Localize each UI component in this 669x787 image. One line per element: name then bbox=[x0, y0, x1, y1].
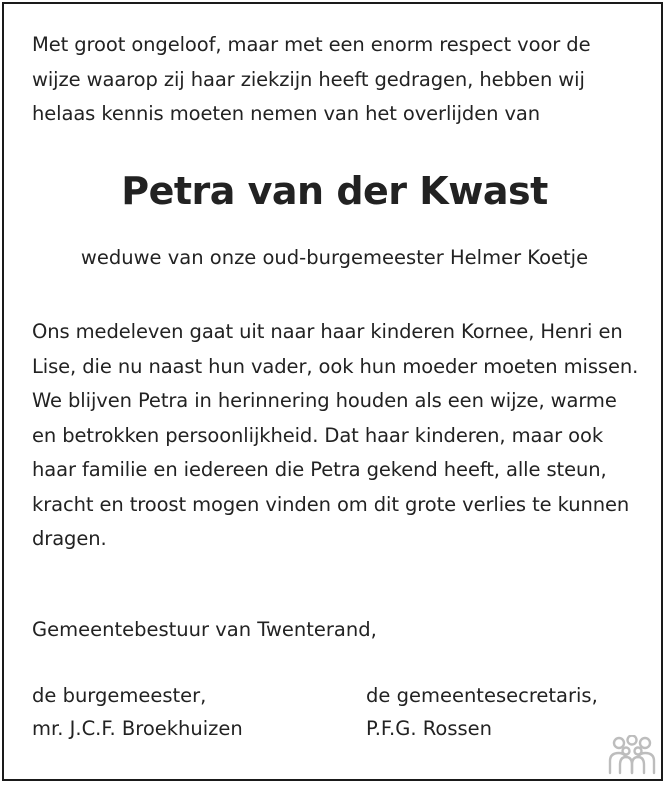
signatory-role: de burgemeester, bbox=[32, 684, 207, 707]
intro-paragraph: Met groot ongeloof, maar met een enorm respect voor de wijze waarop zij haar ziekzijn heeft gedragen, hebben wij helaas kennis moeten nemen van het overlijden van bbox=[32, 33, 591, 125]
signatory-name: P.F.G. Rossen bbox=[366, 717, 492, 740]
deceased-subtitle: weduwe van onze oud-burgemeester Helmer Koetje bbox=[80, 246, 589, 269]
signatory-mayor bbox=[32, 679, 243, 745]
people-group-icon bbox=[606, 735, 658, 775]
signatory-secretary bbox=[366, 679, 598, 745]
organization-name: Gemeentebestuur van Twenterand, bbox=[32, 618, 377, 641]
signatory-name: mr. J.C.F. Broekhuizen bbox=[32, 717, 243, 740]
condolence-paragraph: Ons medeleven gaat uit naar haar kinderen Kornee, Henri en Lise, die nu naast hun vader, ook hun moeder moeten missen. We blijven Petra in herinnering houden als een wijze, warme en betrokken persoonlijkheid. Dat haar kinderen, maar ook haar familie en iedereen die Petra gekend heeft, alle steun, kracht en troost mogen vinden om dit grote verlies te kunnen dragen. bbox=[32, 320, 639, 550]
deceased-name: Petra van der Kwast bbox=[121, 169, 548, 213]
signatory-role: de gemeentesecretaris, bbox=[366, 684, 598, 707]
